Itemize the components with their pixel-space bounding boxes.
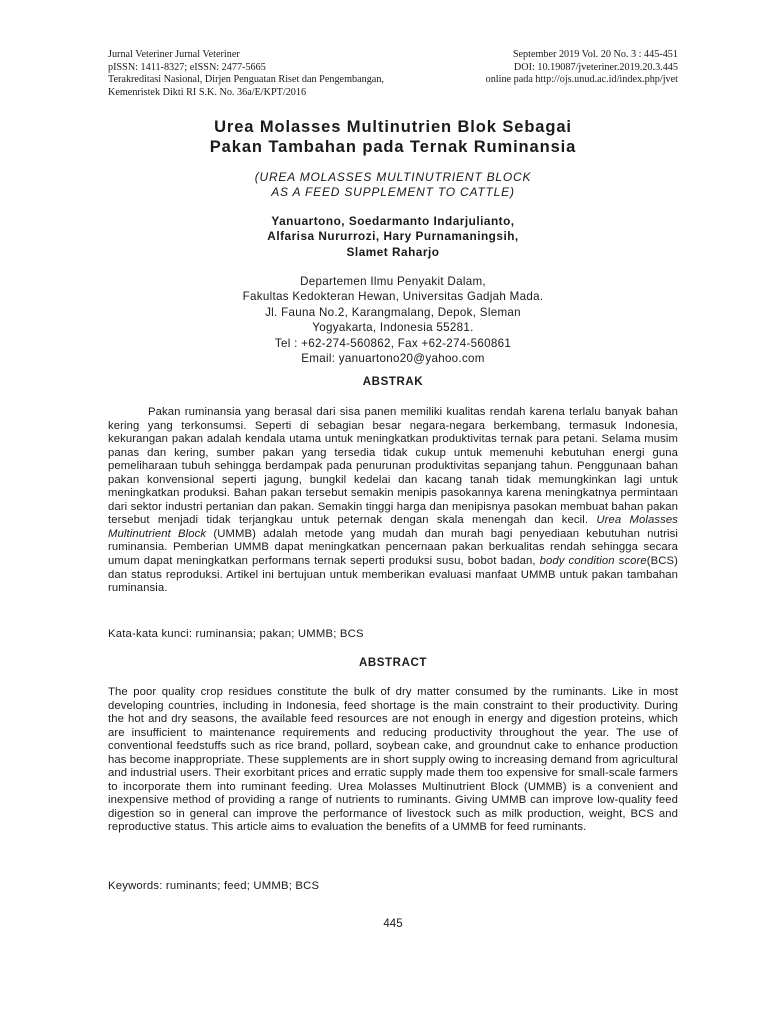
title-line: Pakan Tambahan pada Ternak Ruminansia: [209, 138, 577, 156]
abstract-body: The poor quality crop residues constitute the bulk of dry matter consumed by the ruminants. Like in most developing countries, including in Indonesia, feed shortage is the main constraint to their productivity. During the hot and dry seasons, the available feed resources are not enough in energy and digestion proteins, which are insufficient to maintenance requirements and reducing productivity throughout the year. The use of conventional feedstuffs such as rice brand, pollard, soybean cake, and groundnut cake to enhance production has become inappropriate. These supplements are in short supply owing to increasing demand from agricultural and industrial users. Their exorbitant prices and erratic supply made them too expensive for small-scale farmers to incorporate them into ruminant feeding. Urea Molasses Multinutrient Block (UMMB) is a convenient and inexpensive method of providing a range of nutrients to ruminants. Giving UMMB can improve low-quality feed digestion so in general can improve the performance of livestock such as milk production, weight, BCS and reproductive status. This article aims to evaluation the benefits of a UMMB for feed ruminants.: [108, 686, 678, 834]
abstrak-heading: ABSTRAK: [362, 376, 424, 388]
abstrak-italic-ummb: Urea Molasses Multinutrient Block: [108, 514, 678, 540]
issue-date: September 2019 Vol. 20 No. 3 : 445-451: [512, 49, 678, 60]
abstrak-italic-bcs: body condition score: [539, 555, 647, 568]
affiliation-line: Fakultas Kedokteran Hewan, Universitas Gadjah Mada.: [242, 290, 544, 304]
accreditation: Terakreditasi Nasional, Dirjen Penguatan Riset dan Pengembangan,: [108, 74, 384, 86]
keywords: Keywords: ruminants; feed; UMMB; BCS: [108, 880, 320, 892]
affiliation-line: Tel : +62-274-560862, Fax +62-274-560861: [274, 336, 512, 350]
abstrak-body: [108, 406, 678, 596]
author-list: [108, 214, 678, 260]
author-line: Alfarisa Nururrozi, Hary Purnamaningsih,: [267, 229, 519, 244]
subtitle-line: (UREA MOLASSES MULTINUTRIENT BLOCK: [254, 170, 532, 184]
title-line: Urea Molasses Multinutrien Blok Sebagai: [214, 118, 572, 136]
abstrak-text-2: (UMMB) adalah metode yang mudah dan murah bagi penyediaan kebutuhan nutrisi ruminansia. Pemberian UMMB dapat meningkatkan pencernaan pakan berkualitas rendah sehingga secara umum dapat meningkatkan performans ternak seperti produksi susu, bobot badan,: [108, 527, 678, 568]
doi: DOI: 10.19087/jveteriner.2019.20.3.445: [513, 61, 678, 73]
abstract-heading: ABSTRACT: [358, 657, 428, 669]
affiliation-line: Jl. Fauna No.2, Karangmalang, Depok, Sleman: [265, 305, 521, 319]
online-url: online pada http://ojs.unud.ac.id/index.php/jvet: [485, 74, 678, 86]
journal-name: Jurnal Veteriner Jurnal Veteriner: [108, 49, 240, 60]
subtitle-line: AS A FEED SUPPLEMENT TO CATTLE): [271, 185, 515, 199]
author-line: Yanuartono, Soedarmanto Indarjulianto,: [271, 214, 515, 228]
affiliation-line: Yogyakarta, Indonesia 55281.: [312, 321, 474, 335]
paper-title: [108, 117, 678, 157]
issn: pISSN: 1411-8327; eISSN: 2477-5665: [108, 61, 266, 73]
abstrak-text-1: Pakan ruminansia yang berasal dari sisa panen memiliki kualitas rendah karena terlalu banyak bahan kering yang terkonsumsi. Seperti di sebagian besar negara-negara berkembang, termasuk Indonesia, kekurangan pakan adalah kendala utama untuk meningkatkan produktivitas ternak para petani. Selama musim panas dan kering, sumber pakan yang tersedia tidak cukup untuk memenuhi kebutuhan energi guna pemeliharaan tubuh sehingga berdampak pada penurunan produktivitas sepanjang tahun. Penggunaan bahan pakan konvensional seperti jagung, bungkil kedelai dan kacang tanah tidak memungkinkan lagi untuk meningkatkan produksi. Bahan pakan tersebut semakin menipis pasokannya karena meningkatnya permintaan dari sektor industri pertanian dan pakan. Semakin tinggi harga dan menipisnya pasokan membuat bahan pakan tersebut menjadi tidak terjangkau untuk peternak dengan skala menengah dan kecil.: [108, 406, 678, 527]
accreditation-decree: Kemenristek Dikti RI S.K. No. 36a/E/KPT/2016: [108, 86, 307, 98]
journal-info: [108, 49, 458, 99]
affiliation: [108, 274, 678, 366]
page-number: 445: [383, 918, 403, 930]
affiliation-line: Departemen Ilmu Penyakit Dalam,: [300, 275, 486, 288]
issue-info: [418, 49, 678, 87]
kata-kunci: Kata-kata kunci: ruminansia; pakan; UMMB; BCS: [108, 628, 364, 640]
english-title: [108, 170, 678, 200]
email-line: Email: yanuartono20@yahoo.com: [301, 352, 485, 366]
author-line: Slamet Raharjo: [346, 244, 440, 259]
abstrak-text-3: (BCS) dan status reproduksi. Artikel ini bertujuan untuk memberikan evaluasi manfaat UMMB untuk pakan tambahan ruminansia.: [108, 555, 679, 595]
